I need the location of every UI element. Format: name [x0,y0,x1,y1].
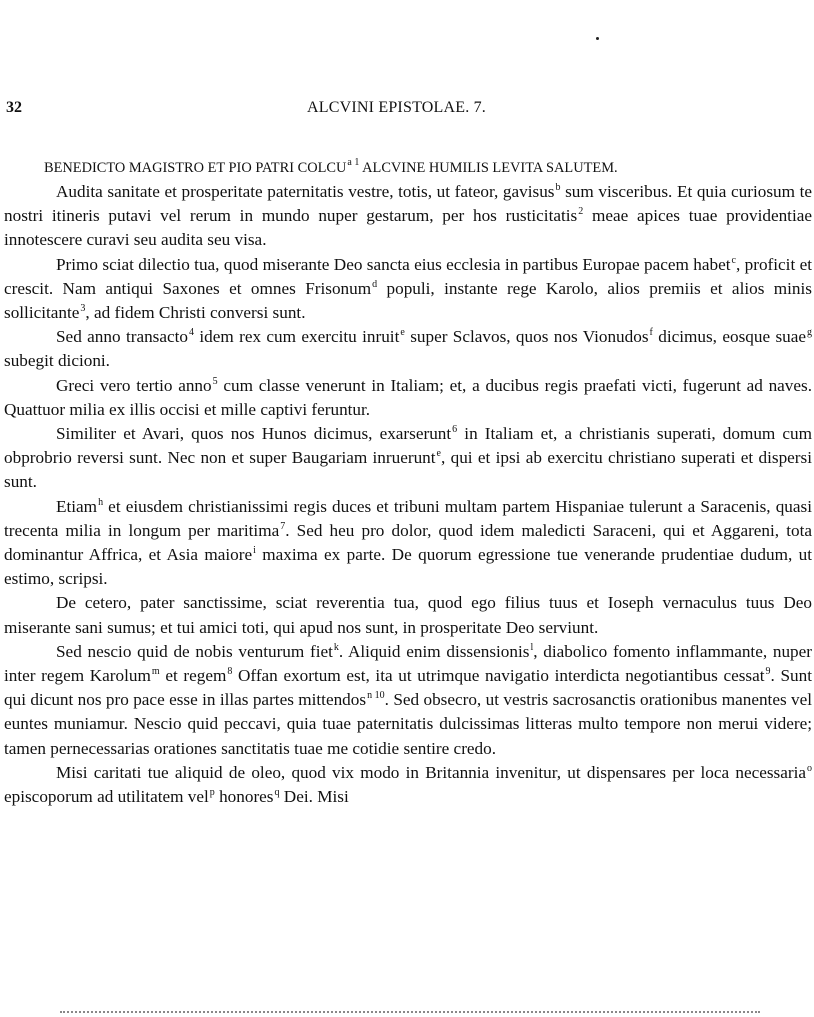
footnote-marker: e [400,327,405,339]
footnote-marker: 9 [765,666,771,678]
paragraph-text: honores [214,787,274,807]
letter-salutation [44,157,814,177]
paragraph [4,761,812,809]
salutation-text-end: ALCVINE HUMILIS LEVITA SALUTEM. [359,160,618,176]
paragraph [4,591,812,639]
paragraph-text: , ad fidem Christi conversi sunt. [85,303,306,323]
page-header [6,99,812,121]
paragraph-text: dicimus, eosque suae [652,327,806,347]
paragraph-text: super Sclavos, quos nos Vionudos [404,327,649,347]
footnote-marker: 3 [80,303,86,315]
footnote-marker: c [731,254,736,266]
footnote-marker: o [807,762,812,774]
footnote-marker: f [649,327,653,339]
footnote-marker: d [372,278,378,290]
paragraph [4,253,812,326]
paragraph-text: . Sed heu pro dolor, quod idem maledicti Saraceni, qui et Aggareni, tota dominantur Affrica, et Asia maiore [4,520,812,565]
footnote-marker: k [333,641,339,653]
paragraph-text: Etiam [56,496,98,516]
paragraph [4,374,812,422]
paragraph-text: cum classe venerunt in Italiam; et, a ducibus regis praefati victi, fugerunt ad naves. Quattuor milia ex illis occisi et mille captivi feruntur. [4,375,812,419]
paragraph-text: idem rex cum exercitu inruit [193,327,400,347]
footnote-marker: 5 [212,375,218,387]
letter-body [4,180,812,809]
paragraph-text: et regem [159,666,227,686]
paragraph-text: subegit dicioni. [4,351,110,371]
paragraph-text: . Aliquid enim dissensionis [338,641,530,661]
bottom-edge-rule [60,1011,760,1015]
footnote-marker: 8 [227,666,233,678]
paragraph-text: sum visceribus. Et quia curiosum te nostri itineris putavi vel rerum in mundo nuper gestarum, per hos rusticitatis [4,182,812,226]
paragraph-text: , diabolico fomento inflammante, nuper inter regem Karolum [4,641,812,686]
footnote-marker: g [807,327,812,339]
footnote-marker: h [98,496,104,508]
paragraph-text: , qui et ipsi ab exercitu christiano superati et dispersi sunt. [4,448,812,492]
paragraph [4,422,812,495]
paragraph-text: meae apices tuae providentiae innotescere curavi seu audita seu visa. [4,206,812,250]
footnote-marker: b [555,182,561,193]
print-speck [596,37,599,40]
paragraph-text: Misi caritati tue aliquid de oleo, quod vix modo in Britannia invenitur, ut dispensares per loca necessaria [56,762,806,782]
footnote-marker: 2 [578,206,584,218]
paragraph-text: Sed nescio quid de nobis venturum fiet [56,641,333,661]
footnote-marker: 4 [188,327,194,339]
paragraph-text: . Sed obsecro, ut vestris sacrosanctis orationibus manentes vel euntes muniamur. Nescio quid peccavi, quia tuae paternitatis dulcissimas litteras multo tempore non merui videre; tamen pernecessarias orationes sanctitatis tuae me cotidie sentire credo. [4,690,813,758]
paragraph-text: Sed anno transacto [56,327,188,347]
paragraph-text: Similiter et Avari, quos nos Hunos dicimus, exarserunt [56,424,452,444]
paragraph-text: . Sunt qui dicunt nos pro pace esse in illas partes mittendos [4,666,812,710]
paragraph [4,495,812,592]
paragraph-text: Greci vero tertio anno [56,375,212,395]
paragraph-text: Dei. Misi [279,787,349,807]
paragraph-text: populi, instante rege Karolo, alios premiis et alios minis sollicitante [4,278,812,323]
paragraph [4,180,812,253]
paragraph-text: Primo sciat dilectio tua, quod miserante Deo sancta eius ecclesia in partibus Europae pacem habet [56,254,731,274]
footnote-marker: 6 [452,424,458,436]
footnote-marker: 7 [280,520,286,532]
paragraph-text: Audita sanitate et prosperitate paternitatis vestre, totis, ut fateor, gavisus [56,182,555,201]
footnote-marker: e [436,448,441,460]
paragraph [4,640,812,761]
page-number: 32 [6,99,22,116]
running-title: ALCVINI EPISTOLAE. 7. [307,99,487,116]
footnote-marker: m [151,666,160,678]
paragraph-text: Offan exortum est, ita ut utrimque navigatio interdicta negotiantibus cessat [232,666,765,686]
footnote-marker: i [253,545,256,557]
footnote-marker: n 10 [367,690,385,702]
footnote-marker: p [209,787,215,799]
paragraph-text: , proficit et crescit. Nam antiqui Saxones et omnes Frisonum [4,254,812,298]
paragraph-text: in Italiam et, a christianis superati, domum cum obprobrio reversi sunt. Nec non et super Baugariam inruerunt [4,424,812,468]
footnote-marker: a 1 [347,157,360,168]
paragraph-text: et eiusdem christianissimi regis duces et tribuni multam partem Hispaniae tulerunt a Saracenis, quasi trecenta milia in longum per maritima [4,496,812,540]
paragraph [4,325,812,373]
paragraph-text: De cetero, pater sanctissime, sciat reverentia tua, quod ego filius tuus et Ioseph vernaculus tuus Deo miserante sani sumus; et tui amici toti, qui apud nos sunt, in prosperitate Deo serviunt. [4,593,812,637]
footnote-marker: q [274,787,280,799]
footnote-marker: l [530,641,534,653]
salutation-text-start: BENEDICTO MAGISTRO ET PIO PATRI COLCU [44,160,347,176]
paragraph-text: maxima ex parte. De quorum egressione tue venerande prudentiae dudum, ut estimo, scripsi. [4,545,812,589]
paragraph-text: episcoporum ad utilitatem vel [4,787,209,807]
